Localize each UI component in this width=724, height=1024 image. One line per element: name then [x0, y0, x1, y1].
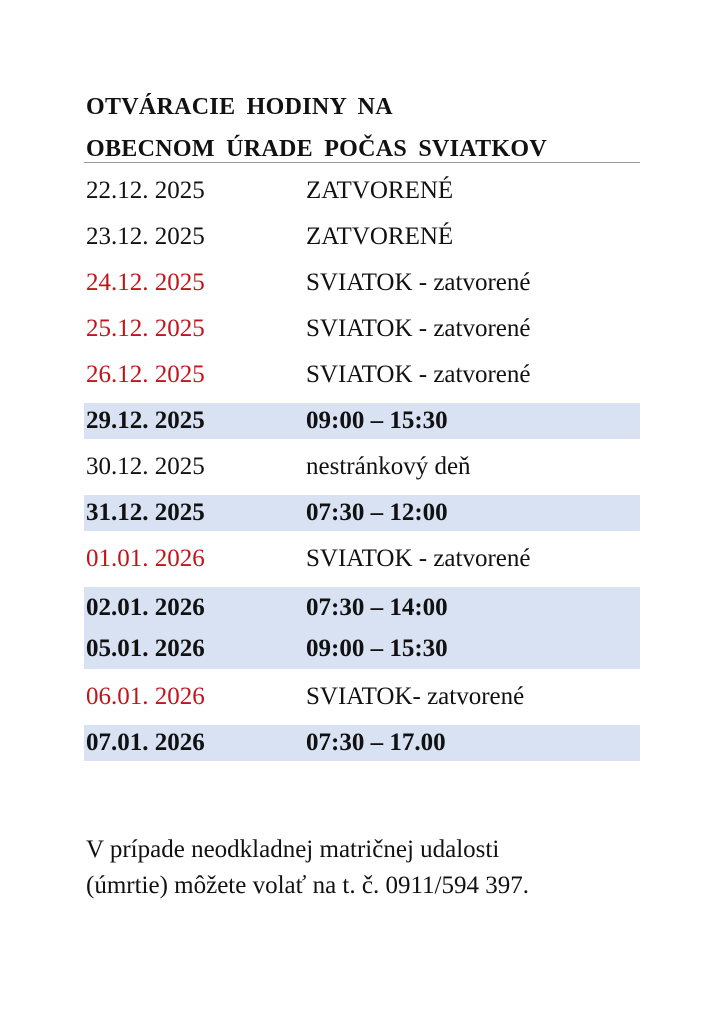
row-status: SVIATOK - zatvorené — [306, 545, 531, 572]
schedule-row-open — [84, 725, 640, 761]
row-hours: 09:00 – 15:30 — [306, 634, 448, 662]
row-date: 25.12. 2025 — [86, 315, 205, 342]
footer-line-1: V prípade neodkladnej matričnej udalosti — [86, 836, 500, 863]
schedule-row-open — [84, 495, 640, 531]
row-status: ZATVORENÉ — [306, 223, 454, 250]
row-status: SVIATOK- zatvorené — [306, 683, 525, 710]
schedule-row-holiday — [84, 260, 640, 306]
row-date: 23.12. 2025 — [86, 223, 205, 250]
title-line-2: OBECNOM ÚRADE POČAS SVIATKOV — [86, 136, 547, 162]
row-date: 31.12. 2025 — [86, 499, 205, 526]
holiday-schedule-table — [84, 168, 640, 766]
row-date: 02.01. 2026 — [86, 593, 205, 621]
row-date: 29.12. 2025 — [86, 407, 205, 434]
row-hours: 07:30 – 14:00 — [306, 593, 448, 621]
row-status: SVIATOK - zatvorené — [306, 361, 531, 388]
row-date: 24.12. 2025 — [86, 269, 205, 296]
schedule-row-holiday — [84, 306, 640, 352]
row-hours: 09:00 – 15:30 — [306, 407, 448, 434]
row-date: 01.01. 2026 — [86, 545, 205, 572]
row-date: 22.12. 2025 — [86, 177, 205, 204]
schedule-row-holiday — [84, 674, 640, 720]
schedule-row-open — [84, 628, 640, 669]
schedule-row-holiday — [84, 536, 640, 582]
title-divider — [84, 162, 640, 163]
row-date: 05.01. 2026 — [86, 634, 205, 662]
page-title — [86, 86, 646, 170]
schedule-row — [84, 214, 640, 260]
schedule-row-holiday — [84, 352, 640, 398]
row-status: nestránkový deň — [306, 453, 471, 480]
row-date: 07.01. 2026 — [86, 729, 205, 756]
title-line-1: OTVÁRACIE HODINY NA — [86, 94, 393, 120]
row-date: 26.12. 2025 — [86, 361, 205, 388]
schedule-row-open — [84, 587, 640, 628]
row-status: ZATVORENÉ — [306, 177, 454, 204]
row-date: 06.01. 2026 — [86, 683, 205, 710]
row-status: SVIATOK - zatvorené — [306, 269, 531, 296]
row-status: SVIATOK - zatvorené — [306, 315, 531, 342]
row-date: 30.12. 2025 — [86, 453, 205, 480]
row-hours: 07:30 – 17.00 — [306, 729, 446, 756]
schedule-row — [84, 168, 640, 214]
schedule-row-open — [84, 403, 640, 439]
footer-line-2: (úmrtie) môžete volať na t. č. 0911/594 397. — [86, 872, 529, 899]
emergency-contact-note — [86, 832, 646, 904]
row-hours: 07:30 – 12:00 — [306, 499, 448, 526]
schedule-row — [84, 444, 640, 490]
